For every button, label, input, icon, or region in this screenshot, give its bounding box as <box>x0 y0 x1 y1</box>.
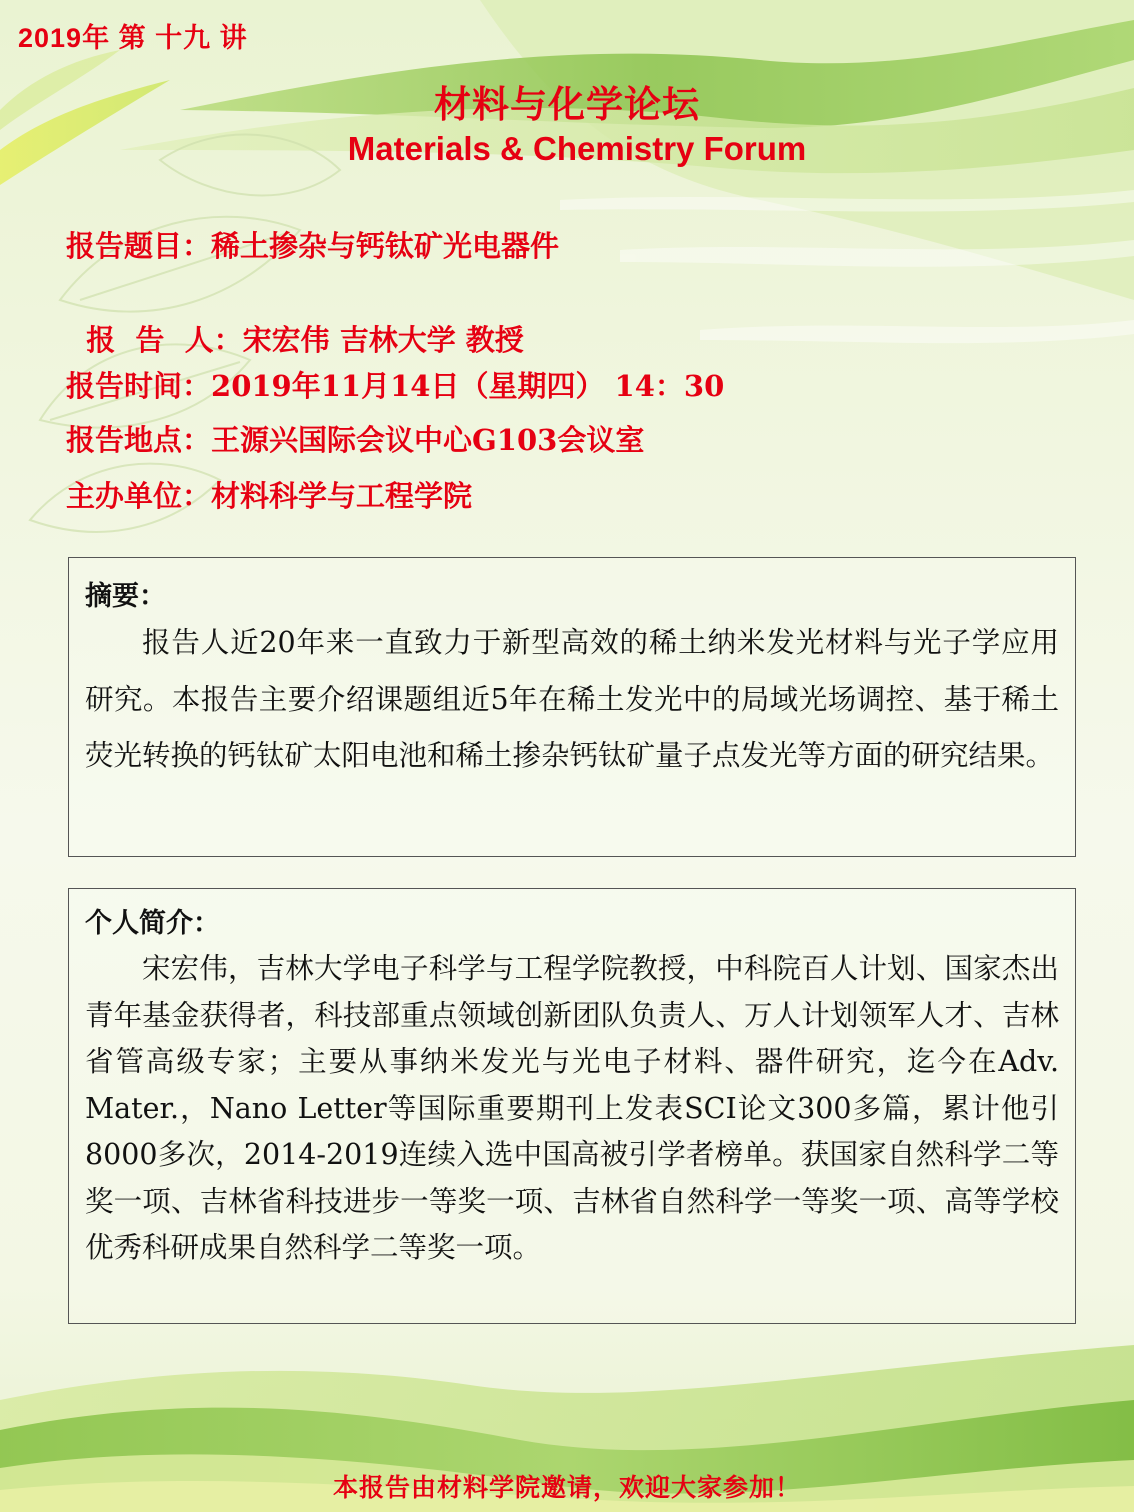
forum-title-cn: 材料与化学论坛 <box>434 83 700 126</box>
info-place <box>66 418 644 459</box>
topic-value: 稀土掺杂与钙钛矿光电器件 <box>211 229 560 263</box>
time-label: 报告时间： <box>66 369 212 403</box>
topic-label: 报告题目： <box>66 229 212 263</box>
info-topic <box>66 224 559 265</box>
abstract-box <box>68 557 1076 857</box>
speaker-value: 宋宏伟 吉林大学 教授 <box>242 323 524 357</box>
lecture-number: 2019年 第 十九 讲 <box>18 23 248 53</box>
forum-title-en: Materials & Chemistry Forum <box>347 130 807 167</box>
footer-invitation: 本报告由材料学院邀请，欢迎大家参加！ <box>332 1473 801 1502</box>
info-host <box>66 474 472 515</box>
bio-title: 个人简介： <box>85 908 220 939</box>
host-label: 主办单位： <box>66 479 212 513</box>
bio-body: 宋宏伟，吉林大学电子科学与工程学院教授，中科院百人计划、国家杰出青年基金获得者，科技部重点领域创新团队负责人、万人计划领军人才、吉林省管高级专家；主要从事纳米发光与光电子材料、器件研究，迄今在Adv. Mater.，Nano Letter等国际重要期刊上发表SCI论文300多篇，累计他引8000多次，2014-2019连续入选中国高被引学者榜单。获国家自然科学二等奖一项、吉林省科技进步一等奖一项、吉林省自然科学一等奖一项、高等学校优秀科研成果自然科学二等奖一项。 <box>85 952 1059 1264</box>
host-value: 材料科学与工程学院 <box>211 479 473 513</box>
abstract-body: 报告人近20年来一直致力于新型高效的稀土纳米发光材料与光子学应用研究。本报告主要介绍课题组近5年在稀土发光中的局域光场调控、基于稀土荧光转换的钙钛矿太阳电池和稀土掺杂钙钛矿量子点发光等方面的研究结果。 <box>85 626 1059 772</box>
place-label: 报告地点： <box>66 423 212 457</box>
info-time <box>66 364 724 405</box>
place-value: 王源兴国际会议中心G103会议室 <box>211 423 645 457</box>
speaker-label: 报 告 人： <box>86 323 243 357</box>
bio-box <box>68 888 1076 1324</box>
info-speaker <box>66 284 524 359</box>
time-value: 2019年11月14日（星期四） 14：30 <box>211 369 725 403</box>
abstract-title: 摘要： <box>85 581 166 612</box>
